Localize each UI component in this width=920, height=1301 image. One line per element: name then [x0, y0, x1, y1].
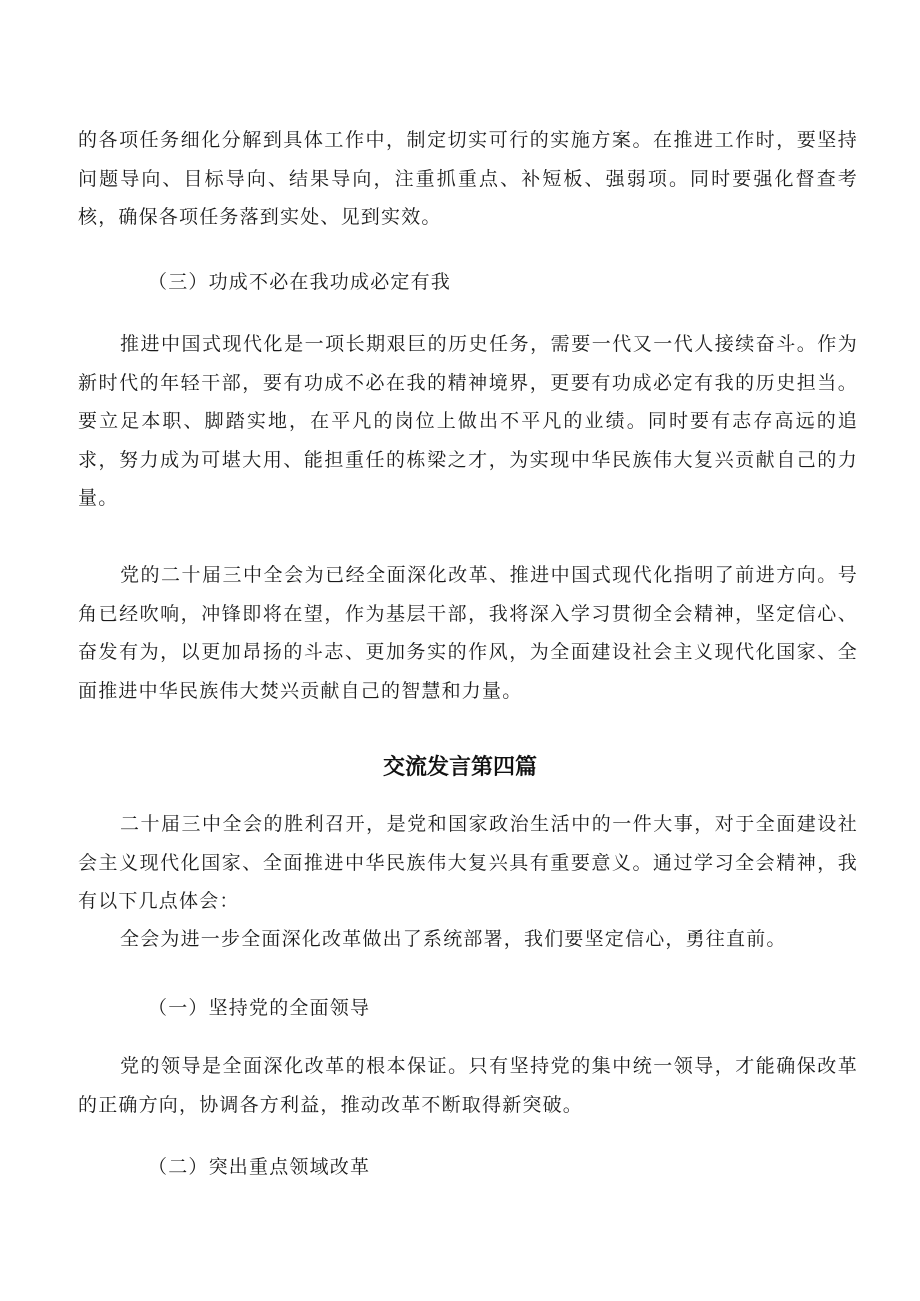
paragraph-plenum: 党的二十届三中全会为已经全面深化改革、推进中国式现代化指明了前进方向。号角已经吹响，冲锋即将在望，作为基层干部，我将深入学习贯彻全会精神，坚定信心、奋发有为，以更加昂扬的斗志、更加务实的作风，为全面建设社会主义现代化国家、全面推进中华民族伟大焚兴贡献自己的智慧和力量。 [78, 564, 858, 702]
paragraph-tasks: 的各项任务细化分解到具体工作中，制定切实可行的实施方案。在推进工作时，要坚持问题导向、目标导向、结果导向，注重抓重点、补短板、强弱项。同时要强化督查考核，确保各项任务落到实处、见到实效。 [78, 129, 858, 228]
section-heading-3: （三）功成不必在我功成必定有我 [148, 271, 452, 293]
paragraph-intro: 二十届三中全会的胜利召开，是党和国家政治生活中的一件大事，对于全面建设社会主义现代化国家、全面推进中华民族伟大复兴具有重要意义。通过学习全会精神，我有以下几点体会： [78, 813, 858, 912]
section-heading-1: （一）坚持党的全面领导 [148, 997, 371, 1019]
document-title: 交流发言第四篇 [382, 755, 537, 780]
paragraph-summary: 全会为进一步全面深化改革做出了系统部署，我们要坚定信心，勇往直前。 [120, 928, 787, 950]
paragraph-leadership: 党的领导是全面深化改革的根本保证。只有坚持党的集中统一领导，才能确保改革的正确方向，协调各方利益，推动改革不断取得新突破。 [78, 1055, 858, 1116]
section-heading-2: （二）突出重点领域改革 [148, 1156, 371, 1178]
paragraph-modernization: 推进中国式现代化是一项长期艰巨的历史任务，需要一代又一代人接续奋斗。作为新时代的年轻干部，要有功成不必在我的精神境界，更要有功成必定有我的历史担当。要立足本职、脚踏实地，在平凡的岗位上做出不平凡的业绩。同时要有志存高远的追求，努力成为可堪大用、能担重任的栋梁之才，为实现中华民族伟大复兴贡献自己的力量。 [78, 333, 858, 509]
